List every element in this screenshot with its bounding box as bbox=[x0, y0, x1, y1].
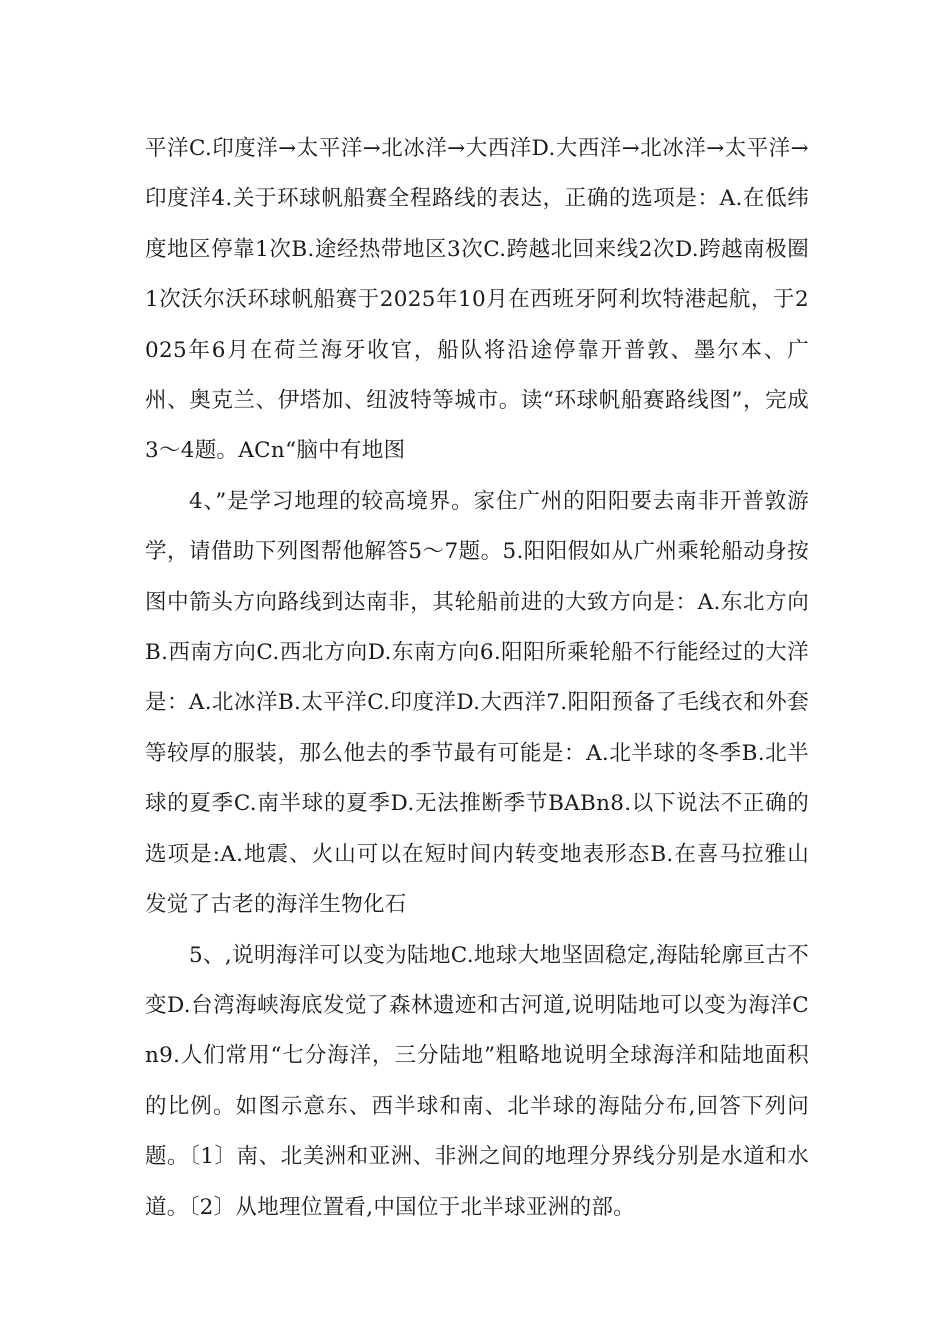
paragraph-2: 4、”是学习地理的较高境界。家住广州的阳阳要去南非开普敦游学，请借助下列图帮他解答5～7题。5.阳阳假如从广州乘轮船动身按图中箭头方向路线到达南非，其轮船前进的大致方向是：A.东北方向B.西南方向C.西北方向D.东南方向6.阳阳所乘轮船不行能经过的大洋是：A.北冰洋B.太平洋C.印度洋D.大西洋7.阳阳预备了毛线衣和外套等较厚的服装，那么他去的季节最有可能是：A.北半球的冬季B.北半球的夏季C.南半球的夏季D.无法推断季节BABn8.以下说法不正确的选项是:A.地震、火山可以在短时间内转变地表形态B.在喜马拉雅山发觉了古老的海洋生物化石 bbox=[145, 488, 809, 918]
document-body bbox=[145, 124, 809, 1233]
paragraph-1: 平洋C.印度洋→太平洋→北冰洋→大西洋D.大西洋→北冰洋→太平洋→印度洋4.关于环球帆船赛全程路线的表达，正确的选项是：A.在低纬度地区停靠1次B.途经热带地区3次C.跨越北回来线2次D.跨越南极圈1次沃尔沃环球帆船赛于2025年10月在西班牙阿利坎特港起航，于2025年6月在荷兰海牙收官，船队将沿途停靠开普敦、墨尔本、广州、奥克兰、伊塔加、纽波特等城市。读“环球帆船赛路线图”，完成3～4题。ACn“脑中有地图 bbox=[145, 136, 809, 464]
paragraph-3: 5、,说明海洋可以变为陆地C.地球大地坚固稳定,海陆轮廓亘古不变D.台湾海峡海底发觉了森林遗迹和古河道,说明陆地可以变为海洋Cn9.人们常用“七分海洋，三分陆地”粗略地说明全球海洋和陆地面积的比例。如图示意东、西半球和南、北半球的海陆分布,回答下列问题。〔1〕南、北美洲和亚洲、非洲之间的地理分界线分别是水道和水道。〔2〕从地理位置看,中国位于北半球亚洲的部。 bbox=[145, 942, 809, 1220]
